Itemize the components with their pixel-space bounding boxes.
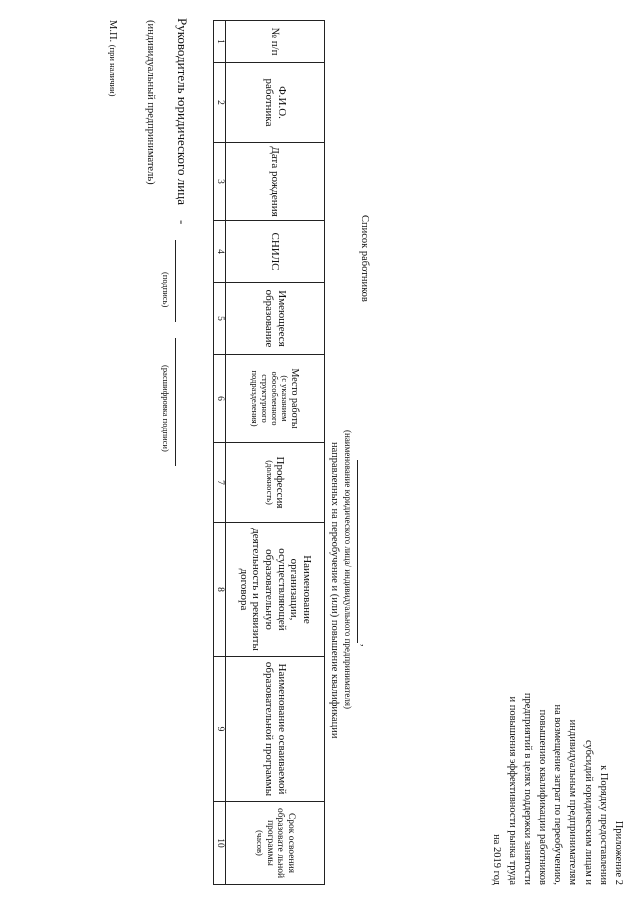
header-training-organization: Наименование организации, осуществляющей образовательную деятельность и реквизиты договора [226, 523, 325, 657]
appendix-line: к Порядку предоставления [597, 765, 609, 885]
appendix-line: Приложение 2 [613, 820, 624, 885]
signature-decode-caption: (расшифровка подписи) [161, 365, 171, 452]
header-workplace-note: (с указанием обособленного структурного подразделения) [250, 370, 290, 427]
list-subtitle: направленных на переобучение и (или) повышение квалификации [329, 442, 340, 739]
header-profession-note: (должность) [264, 460, 275, 505]
table-header-row [226, 21, 325, 885]
stamp-note: (при наличии) [108, 44, 118, 97]
column-number: 8 [214, 523, 226, 657]
header-number: № п/п [226, 21, 325, 63]
organization-name-caption: (наименование юридического лица/ индивидуального предпринимателя) [343, 430, 353, 710]
signature-line [175, 240, 176, 322]
header-snils: СНИЛС [226, 221, 325, 283]
header-profession-label: Профессия [274, 456, 287, 509]
header-profession [226, 443, 325, 523]
signer-dash: - [175, 220, 190, 225]
workers-table [213, 20, 325, 885]
signature-caption: (подпись) [161, 272, 171, 308]
column-number: 6 [214, 355, 226, 443]
header-duration-note: (часов) [255, 830, 266, 856]
header-full-name: Ф.И.О. работника [226, 63, 325, 143]
column-number: 7 [214, 443, 226, 523]
column-number: 3 [214, 143, 226, 221]
appendix-header [489, 630, 626, 885]
column-number: 5 [214, 283, 226, 355]
list-title: Список работников [359, 215, 370, 302]
appendix-line: на 2019 год [491, 834, 503, 885]
appendix-line: индивидуальным предпринимателям [567, 719, 579, 885]
title-comma: , [359, 644, 370, 647]
header-education: Имеющееся образование [226, 283, 325, 355]
stamp-label [107, 20, 118, 97]
appendix-line: повышению квалификации работников [536, 709, 548, 885]
column-number: 4 [214, 221, 226, 283]
header-duration-label: Срок освоения образовате льной программы [264, 807, 296, 879]
signer-subtitle: (индивидуальный предприниматель) [145, 20, 156, 185]
header-birth-date: Дата рождения [226, 143, 325, 221]
header-program-name: Наименование осваиваемой образовательной программы [226, 657, 325, 802]
appendix-line: и повышения эффективности рынка труда [506, 696, 518, 885]
signer-title: Руководитель юридического лица [175, 18, 190, 205]
stamp-text: М.П. [107, 20, 118, 43]
header-program-duration [226, 802, 325, 885]
column-number-row [214, 21, 226, 885]
header-workplace-label: Место работы [289, 368, 301, 429]
signature-decode-line [175, 338, 176, 466]
appendix-line: субсидий юридическим лицам и [582, 739, 594, 885]
organization-name-blank [357, 460, 358, 643]
header-workplace [226, 355, 325, 443]
appendix-line: на возмещение затрат по переобучению, [552, 704, 564, 885]
column-number: 10 [214, 802, 226, 885]
appendix-line: предприятий в целях поддержки занятости [521, 692, 533, 885]
column-number: 2 [214, 63, 226, 143]
column-number: 9 [214, 657, 226, 802]
column-number: 1 [214, 21, 226, 63]
